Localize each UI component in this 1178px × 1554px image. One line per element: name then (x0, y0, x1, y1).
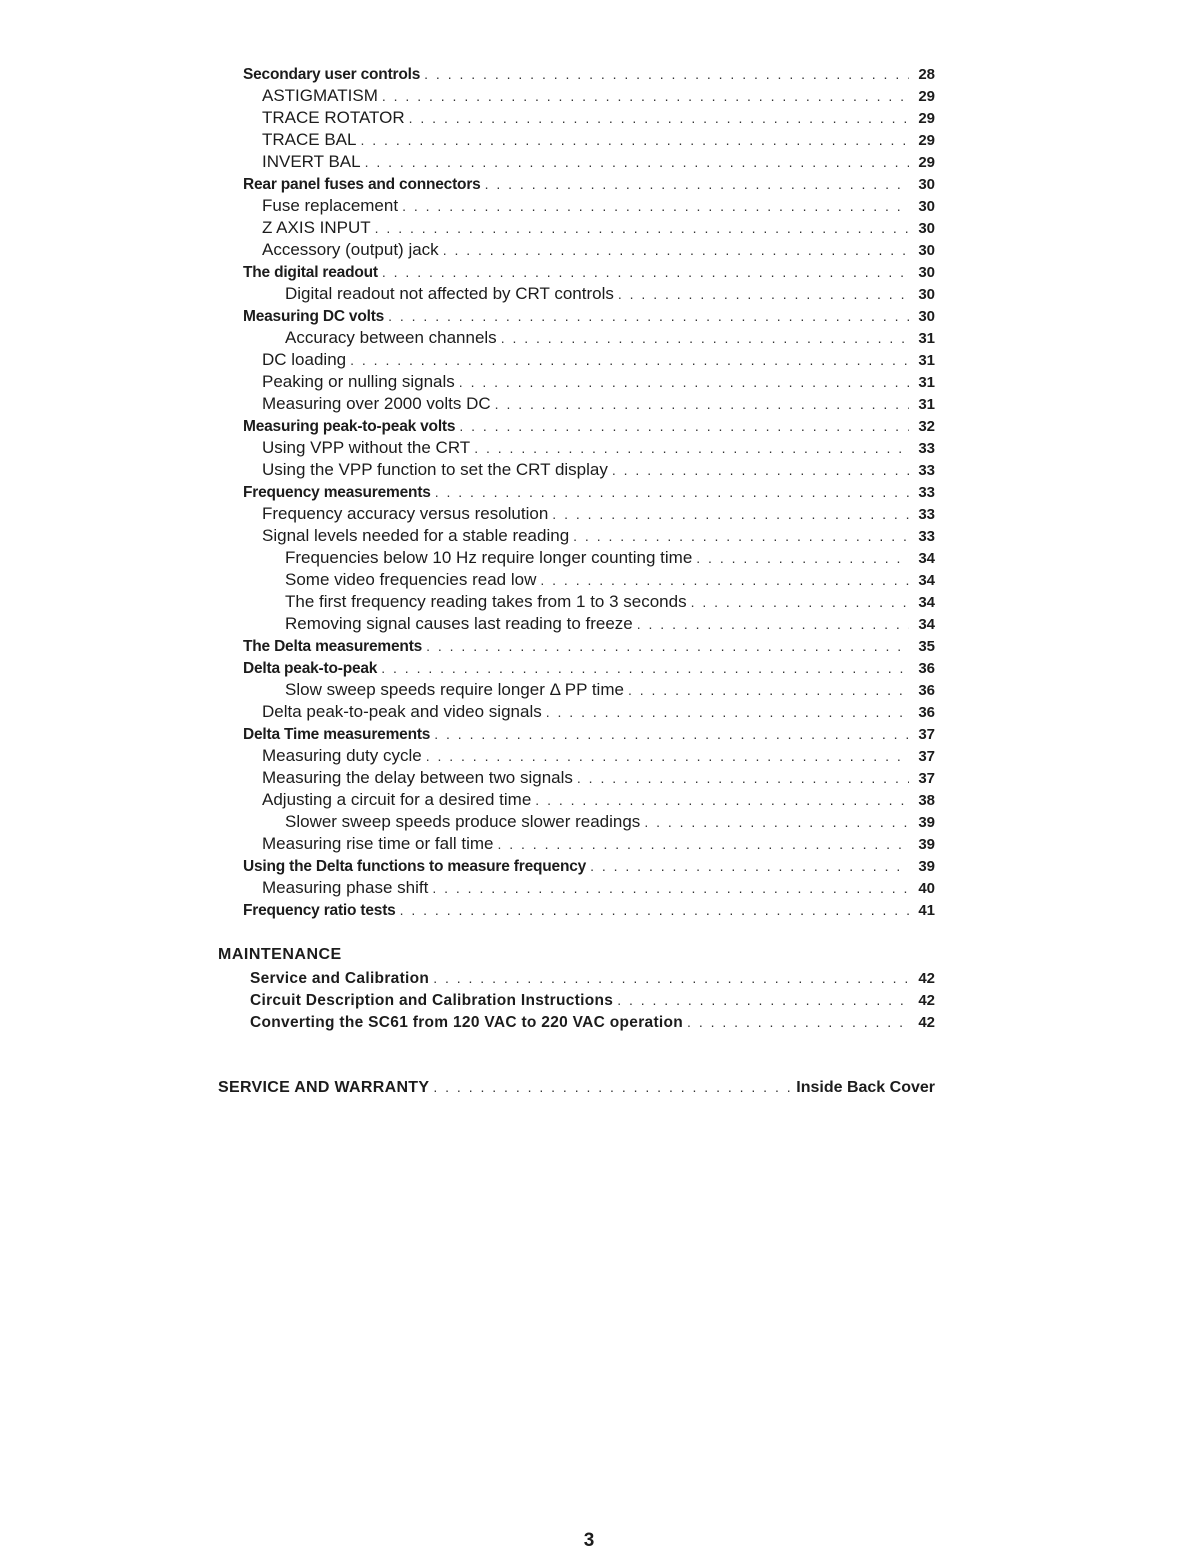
toc-entry-title: Some video frequencies read low (285, 570, 537, 589)
toc-entry-page: 34 (918, 594, 935, 611)
dot-leader (360, 129, 909, 151)
toc-entry (243, 569, 935, 591)
toc-entry-page: 28 (918, 66, 935, 83)
dot-leader (501, 327, 909, 349)
toc-entry (243, 63, 935, 85)
toc-entry-page: 39 (918, 814, 935, 831)
dot-leader (350, 349, 909, 371)
toc-entry-page: 36 (918, 704, 935, 721)
toc-entry-title: SERVICE AND WARRANTY (218, 1079, 430, 1096)
maintenance-heading: MAINTENANCE (218, 946, 342, 963)
toc-entry-title: Accessory (output) jack (262, 240, 439, 259)
toc-entry (243, 855, 935, 877)
toc-entry (243, 151, 935, 173)
dot-leader (409, 107, 909, 129)
dot-leader (687, 1011, 909, 1033)
dot-leader (696, 547, 909, 569)
toc-entry-page: 40 (918, 880, 935, 897)
toc-entry (243, 217, 935, 239)
toc-entry (243, 371, 935, 393)
toc-entry-page: 34 (918, 616, 935, 633)
dot-leader (485, 173, 909, 195)
dot-leader (433, 967, 909, 989)
toc-entry-title: Secondary user controls (243, 66, 421, 83)
toc-entry (243, 195, 935, 217)
toc-entry-page: 34 (918, 550, 935, 567)
toc-entry (243, 723, 935, 745)
toc-entry-page: 36 (918, 660, 935, 677)
toc-entry-page: 33 (918, 506, 935, 523)
toc-entry-title: DC loading (262, 350, 347, 369)
toc-entry-title: Z AXIS INPUT (262, 218, 371, 237)
dot-leader (435, 481, 909, 503)
dot-leader (577, 767, 909, 789)
toc-entry (243, 591, 935, 613)
toc-entry (243, 525, 935, 547)
toc-entry-page: 30 (918, 176, 935, 193)
table-of-contents (243, 63, 935, 921)
toc-entry (243, 239, 935, 261)
dot-leader (402, 195, 909, 217)
toc-entry-title: Digital readout not affected by CRT controls (285, 284, 614, 303)
dot-leader (434, 723, 909, 745)
toc-entry-page: 37 (918, 770, 935, 787)
toc-entry-title: Using the VPP function to set the CRT display (262, 460, 608, 479)
toc-entry-title: Slow sweep speeds require longer Δ PP time (285, 680, 624, 699)
toc-entry (243, 701, 935, 723)
dot-leader (618, 283, 909, 305)
dot-leader (426, 635, 909, 657)
toc-entry (243, 789, 935, 811)
dot-leader (637, 613, 909, 635)
toc-entry (243, 437, 935, 459)
toc-entry-title: Measuring peak-to-peak volts (243, 418, 456, 435)
dot-leader (443, 239, 909, 261)
dot-leader (382, 261, 909, 283)
toc-entry-page: 37 (918, 748, 935, 765)
toc-entry-title: Measuring DC volts (243, 308, 385, 325)
toc-entry-title: Measuring duty cycle (262, 746, 422, 765)
toc-entry (243, 327, 935, 349)
toc-entry-page: 33 (918, 484, 935, 501)
toc-entry-page: 30 (918, 286, 935, 303)
toc-entry-title: TRACE ROTATOR (262, 108, 405, 127)
toc-entry-page: 31 (918, 374, 935, 391)
toc-entry-title: Measuring the delay between two signals (262, 768, 573, 787)
toc-entry-page: 32 (918, 418, 935, 435)
dot-leader (573, 525, 909, 547)
toc-entry-title: Rear panel fuses and connectors (243, 176, 481, 193)
toc-entry-title: The digital readout (243, 264, 378, 281)
toc-entry (243, 811, 935, 833)
dot-leader (459, 415, 909, 437)
dot-leader (497, 833, 909, 855)
toc-entry-title: The first frequency reading takes from 1 to 3 seconds (285, 592, 687, 611)
toc-entry-page: 39 (918, 836, 935, 853)
toc-entry (243, 261, 935, 283)
toc-entry-title: Using VPP without the CRT (262, 438, 471, 457)
dot-leader (459, 371, 909, 393)
toc-entry (243, 877, 935, 899)
dot-leader (617, 989, 909, 1011)
toc-entry (243, 393, 935, 415)
dot-leader (382, 85, 909, 107)
toc-entry-page: 31 (918, 396, 935, 413)
toc-entry (218, 967, 935, 989)
toc-entry-page: 38 (918, 792, 935, 809)
toc-entry (243, 85, 935, 107)
dot-leader (432, 877, 909, 899)
toc-entry-title: Service and Calibration (250, 970, 430, 987)
toc-entry (243, 107, 935, 129)
toc-entry (243, 129, 935, 151)
page-number: 3 (583, 1530, 595, 1551)
toc-entry-page: 41 (918, 902, 935, 919)
toc-entry-title: Peaking or nulling signals (262, 372, 455, 391)
toc-entry-title: ASTIGMATISM (262, 86, 378, 105)
toc-entry-page: 33 (918, 440, 935, 457)
toc-entry-page: 37 (918, 726, 935, 743)
toc-entry-title: Delta peak-to-peak and video signals (262, 702, 542, 721)
toc-entry (243, 415, 935, 437)
toc-entry (218, 1076, 935, 1098)
toc-entry (218, 989, 935, 1011)
toc-entry (243, 305, 935, 327)
toc-entry (243, 173, 935, 195)
toc-entry-title: Adjusting a circuit for a desired time (262, 790, 532, 809)
toc-entry-page: 33 (918, 528, 935, 545)
toc-entry-page: 31 (918, 330, 935, 347)
dot-leader (552, 503, 909, 525)
dot-leader (495, 393, 909, 415)
toc-entry-title: Frequency accuracy versus resolution (262, 504, 549, 523)
toc-entry-page: 30 (918, 198, 935, 215)
dot-leader (426, 745, 909, 767)
dot-leader (400, 899, 909, 921)
toc-entry-title: Measuring over 2000 volts DC (262, 394, 491, 413)
toc-entry-title: Delta Time measurements (243, 726, 431, 743)
toc-entry-page: 39 (918, 858, 935, 875)
toc-entry-title: The Delta measurements (243, 638, 423, 655)
dot-leader (388, 305, 909, 327)
toc-entry-title: Fuse replacement (262, 196, 399, 215)
dot-leader (535, 789, 909, 811)
toc-entry-title: Accuracy between channels (285, 328, 497, 347)
toc-entry-title: Delta peak-to-peak (243, 660, 378, 677)
toc-entry (243, 833, 935, 855)
toc-entry-page: 33 (918, 462, 935, 479)
toc-entry-page: 29 (918, 110, 935, 127)
toc-entry (243, 481, 935, 503)
toc-entry-page: 42 (918, 1014, 935, 1031)
toc-entry-page: Inside Back Cover (796, 1079, 935, 1096)
toc-entry-page: 31 (918, 352, 935, 369)
toc-entry-page: 35 (918, 638, 935, 655)
toc-entry (243, 767, 935, 789)
toc-entry-page: 36 (918, 682, 935, 699)
toc-entry (218, 1011, 935, 1033)
toc-entry-title: Frequency measurements (243, 484, 431, 501)
toc-entry-title: Converting the SC61 from 120 VAC to 220 VAC operation (250, 1014, 684, 1031)
toc-entry-page: 30 (918, 220, 935, 237)
dot-leader (433, 1076, 792, 1098)
toc-entry (243, 503, 935, 525)
dot-leader (546, 701, 909, 723)
toc-entry-title: Frequency ratio tests (243, 902, 396, 919)
toc-entry-title: Circuit Description and Calibration Instructions (250, 992, 614, 1009)
toc-entry (243, 635, 935, 657)
dot-leader (628, 679, 909, 701)
dot-leader (590, 855, 909, 877)
dot-leader (375, 217, 909, 239)
toc-entry (243, 745, 935, 767)
toc-entry (243, 679, 935, 701)
toc-entry-title: INVERT BAL (262, 152, 361, 171)
dot-leader (612, 459, 909, 481)
dot-leader (474, 437, 909, 459)
toc-entry-title: Frequencies below 10 Hz require longer counting time (285, 548, 693, 567)
toc-entry-page: 29 (918, 154, 935, 171)
maintenance-section (218, 943, 935, 1033)
toc-entry-page: 42 (918, 992, 935, 1009)
toc-entry-title: TRACE BAL (262, 130, 357, 149)
toc-entry (243, 349, 935, 371)
toc-entry-page: 42 (918, 970, 935, 987)
dot-leader (644, 811, 909, 833)
service-warranty-section (218, 1076, 935, 1098)
toc-entry-title: Using the Delta functions to measure frequency (243, 858, 587, 875)
toc-entry-page: 34 (918, 572, 935, 589)
dot-leader (381, 657, 909, 679)
toc-entry-page: 30 (918, 242, 935, 259)
toc-entry-title: Signal levels needed for a stable reading (262, 526, 570, 545)
dot-leader (691, 591, 909, 613)
dot-leader (424, 63, 909, 85)
toc-entry (243, 283, 935, 305)
toc-entry-title: Removing signal causes last reading to freeze (285, 614, 633, 633)
dot-leader (365, 151, 909, 173)
toc-entry (243, 657, 935, 679)
toc-entry-page: 30 (918, 308, 935, 325)
toc-entry-page: 30 (918, 264, 935, 281)
toc-entry (243, 547, 935, 569)
toc-entry-title: Measuring rise time or fall time (262, 834, 494, 853)
toc-entry-title: Measuring phase shift (262, 878, 429, 897)
toc-entry (243, 459, 935, 481)
toc-entry-title: Slower sweep speeds produce slower readings (285, 812, 641, 831)
toc-entry-page: 29 (918, 88, 935, 105)
toc-entry-page: 29 (918, 132, 935, 149)
dot-leader (540, 569, 909, 591)
toc-entry (243, 613, 935, 635)
toc-entry (243, 899, 935, 921)
